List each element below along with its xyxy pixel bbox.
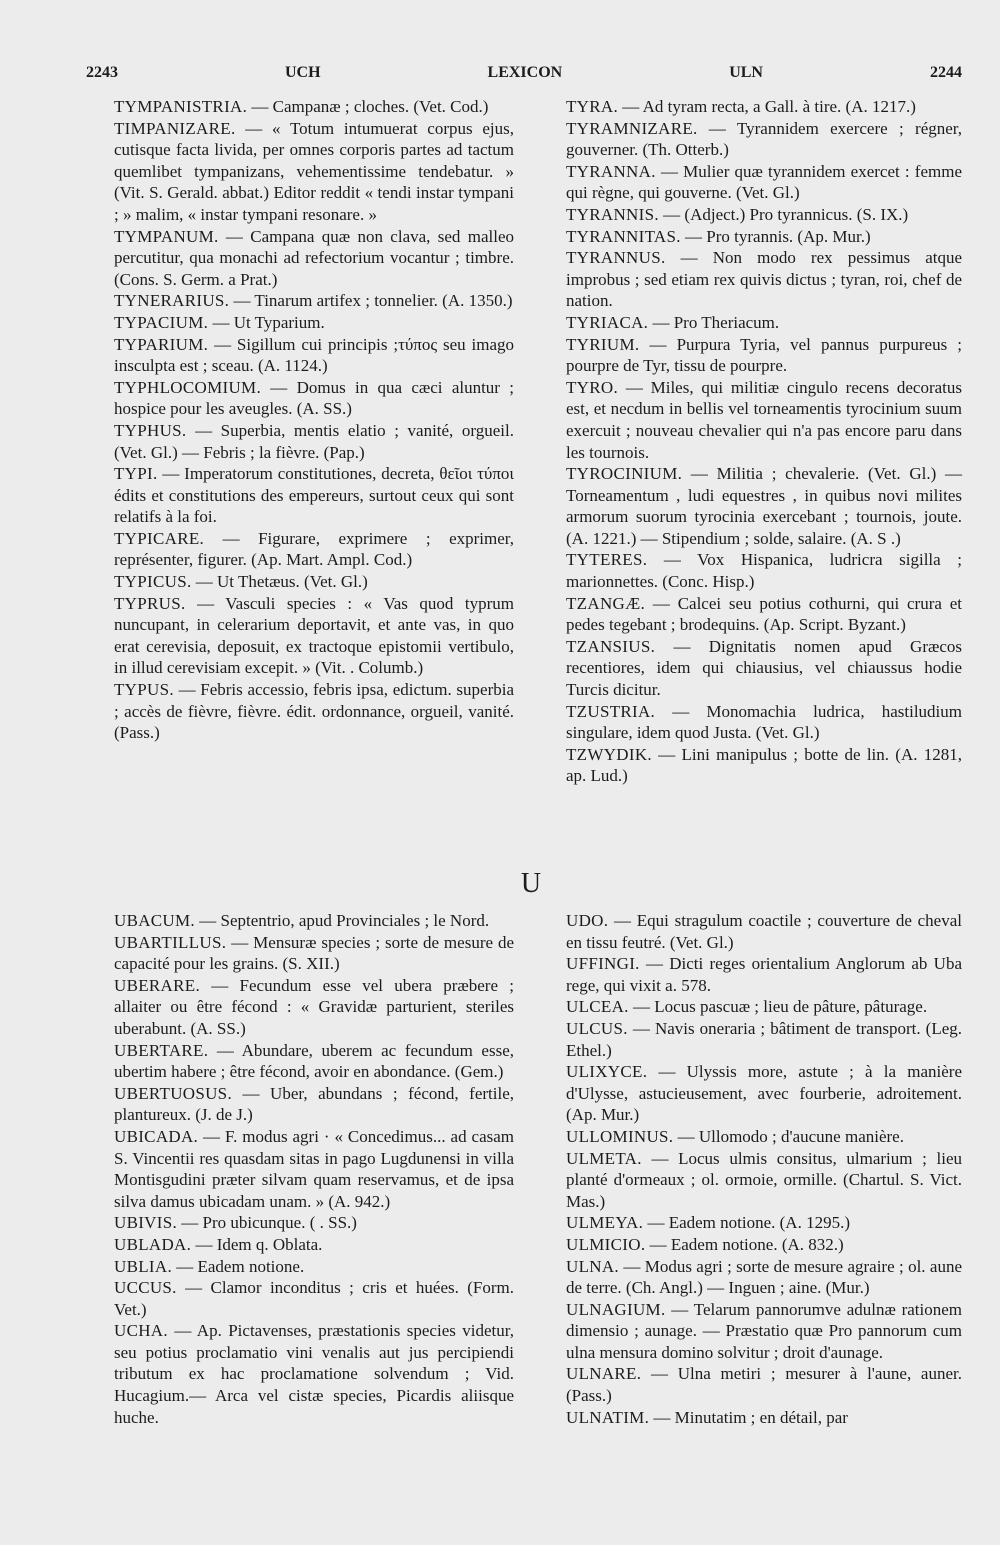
entry-headword: TYRAMNIZARE.	[566, 118, 698, 138]
entry-headword: TYRIACA.	[566, 312, 649, 332]
dictionary-entry	[540, 910, 962, 953]
entry-headword: UBIVIS.	[114, 1213, 178, 1233]
entry-definition: — (Adject.) Pro tyrannicus. (S. IX.)	[663, 204, 909, 224]
entry-headword: ULMEYA.	[566, 1213, 644, 1233]
dictionary-entry	[88, 226, 514, 291]
entry-headword: TYPHLOCOMIUM.	[114, 377, 261, 397]
entry-definition: — Mulier quæ tyrannidem exercet : femme qui règne, qui gouverne. (Vet. Gl.)	[566, 161, 962, 203]
entry-definition: — Telarum pannorumve adulnæ rationem dimensio ; aunage. — Præstatio quæ Pro pannorum cum ulna mensura domino solvitur ; droit d'aunage.	[566, 1299, 962, 1362]
dictionary-entry	[88, 463, 514, 528]
entry-headword: ULNATIM.	[566, 1407, 650, 1427]
dictionary-entry	[540, 1256, 962, 1299]
dictionary-entry	[540, 161, 962, 204]
entry-definition: — Eadem notione. (A. 1295.)	[647, 1213, 850, 1233]
entry-definition: — Minutatim ; en détail, par	[653, 1407, 848, 1427]
dictionary-entry	[88, 118, 514, 226]
dictionary-entry	[540, 463, 962, 549]
dictionary-entry	[540, 312, 962, 334]
entry-definition: — Superbia, mentis elatio ; vanité, orgueil. (Vet. Gl.) — Febris ; la fièvre. (Pap.)	[114, 420, 514, 462]
entry-headword: UBLADA.	[114, 1234, 192, 1254]
entry-headword: TYPICUS.	[114, 572, 192, 592]
entry-definition: — Tyrannidem exercere ; régner, gouverner. (Th. Otterb.)	[566, 118, 963, 160]
dictionary-entry	[88, 528, 514, 571]
entry-headword: TYRANNA.	[566, 161, 656, 181]
entry-headword: ULCEA.	[566, 997, 629, 1017]
dictionary-entry	[88, 593, 514, 679]
entry-headword: TZANGÆ.	[566, 593, 646, 613]
dictionary-entry	[88, 312, 514, 334]
dictionary-entry	[88, 1083, 514, 1126]
entry-headword: TYRANNITAS.	[566, 226, 681, 246]
entry-definition: — Ut Thetæus. (Vet. Gl.)	[195, 572, 368, 592]
entry-definition: — Sigillum cui principis ;τύπος seu imago insculpta est ; sceau. (A. 1124.)	[114, 334, 515, 376]
entry-headword: TYPARIUM.	[114, 334, 209, 354]
entry-headword: TYPACIUM.	[114, 312, 209, 332]
entry-definition: — Non modo rex pessimus atque improbus ; sed etiam rex quivis dictus ; tyran, roi, chef de nation.	[566, 248, 963, 311]
entry-definition: — Ut Typarium.	[212, 312, 325, 332]
column-top-left	[88, 96, 514, 744]
entry-definition: — Uber, abundans ; fécond, fertile, plantureux. (J. de J.)	[114, 1083, 514, 1125]
entry-definition: — Lini manipulus ; botte de lin. (A. 1281, ap. Lud.)	[566, 744, 963, 786]
dictionary-entry	[88, 571, 514, 593]
dictionary-entry	[540, 377, 962, 463]
entry-headword: ULLOMINUS.	[566, 1126, 674, 1146]
entry-definition: — Equi stragulum coactile ; couverture de cheval en tissu feutré. (Vet. Gl.)	[566, 911, 962, 952]
entry-definition: — Purpura Tyria, vel pannus purpureus ; pourpre de Tyr, tissu de pourpre.	[566, 334, 963, 376]
entry-definition: — Vox Hispanica, ludricra sigilla ; marionnettes. (Conc. Hisp.)	[566, 550, 963, 592]
entry-definition: — Campanæ ; cloches. (Vet. Cod.)	[251, 97, 489, 116]
dictionary-entry	[540, 1212, 962, 1234]
entry-headword: UBARTILLUS.	[114, 932, 227, 952]
entry-definition: — Dignitatis nomen apud Græcos recentiores, idem qui chiausius, vel chiaussus hodie Turcis dicitur.	[566, 636, 962, 700]
entry-headword: ULMICIO.	[566, 1234, 646, 1254]
entry-definition: — Abundare, uberem ac fecundum esse, ubertim habere ; être fécond, avoir en abondance. (Gem.)	[114, 1040, 514, 1082]
entry-definition: — Imperatorum constitutiones, decreta, θεῖοι τύποι édits et constitutions des empereurs, surtout ceux qui sont relatifs à la foi.	[114, 464, 514, 527]
entry-definition: — Ad tyram recta, a Gall. à tire. (A. 1217.)	[622, 97, 916, 116]
page-number-right: 2244	[929, 64, 962, 81]
header-title: LEXICON	[487, 64, 563, 81]
entry-definition: — Ulyssis more, astute ; à la manière d'Ulysse, astucieusement, avec fourberie, adroitement. (Ap. Mur.)	[566, 1062, 963, 1125]
entry-headword: TYNERARIUS.	[114, 291, 230, 311]
entry-definition: — Navis oneraria ; bâtiment de transport. (Leg. Ethel.)	[566, 1018, 962, 1060]
entry-headword: UCCUS.	[114, 1278, 177, 1298]
entry-definition: — Domus in qua cæci aluntur ; hospice pour les aveugles. (A. SS.)	[114, 377, 514, 419]
dictionary-entry	[88, 1277, 514, 1320]
entry-headword: TYRANNUS.	[566, 248, 666, 268]
column-bottom-left	[88, 910, 514, 1428]
entry-definition: — Locus pascuæ ; lieu de pâture, pâturage.	[632, 997, 928, 1017]
entry-definition: — Dicti reges orientalium Anglorum ab Uba rege, qui vixit a. 578.	[566, 954, 962, 995]
dictionary-entry	[88, 1040, 514, 1083]
entry-definition: — Eadem notione. (A. 832.)	[649, 1234, 844, 1254]
entry-definition: — Pro ubicunque. ( . SS.)	[181, 1213, 357, 1233]
entry-headword: TYPRUS.	[114, 593, 186, 613]
entry-headword: TYPHUS.	[114, 420, 187, 440]
dictionary-entry	[540, 118, 962, 161]
entry-definition: — Miles, qui militiæ cingulo recens decoratus est, et necdum in bellis vel torneamentis tyrocinium suum exercuit ; nouveau chevalier qui n'a pas encore paru dans les tournois.	[566, 377, 962, 462]
dictionary-entry	[88, 290, 514, 312]
dictionary-entry	[540, 1234, 962, 1256]
entry-definition: — Tinarum artifex ; tonnelier. (A. 1350.)	[233, 291, 513, 311]
entry-headword: TYTERES.	[566, 550, 648, 570]
entry-headword: TIMPANIZARE.	[114, 118, 236, 138]
dictionary-entry	[540, 1126, 962, 1148]
entry-headword: UBLIA.	[114, 1256, 172, 1276]
entry-definition: — Febris accessio, febris ipsa, edictum. superbia ; accès de fièvre, fièvre. édit. ordonnance, orgueil, vanité. (Pass.)	[114, 680, 515, 743]
entry-headword: UBICADA.	[114, 1126, 199, 1146]
dictionary-entry	[88, 932, 514, 975]
entry-headword: UBERTARE.	[114, 1040, 209, 1060]
entry-headword: TYPI.	[114, 464, 158, 484]
entry-definition: — Pro Theriacum.	[652, 312, 780, 332]
dictionary-entry	[540, 1299, 962, 1364]
dictionary-entry	[88, 1212, 514, 1234]
dictionary-entry	[540, 593, 962, 636]
dictionary-entry	[88, 1256, 514, 1278]
column-bottom-right	[540, 910, 962, 1428]
entry-headword: TZWYDIK.	[566, 744, 652, 764]
entry-definition: — Calcei seu potius cothurni, qui crura et pedes tegebant ; brodequins. (Ap. Script. Byzant.)	[566, 593, 963, 635]
entry-headword: TYRA.	[566, 97, 619, 116]
entry-headword: TYMPANISTRIA.	[114, 97, 248, 116]
dictionary-entry	[88, 1320, 514, 1428]
entry-headword: UCHA.	[114, 1321, 168, 1341]
entry-definition: — Pro tyrannis. (Ap. Mur.)	[685, 226, 871, 246]
entry-headword: ULCUS.	[566, 1018, 628, 1038]
dictionary-entry	[88, 420, 514, 463]
entry-headword: TYRIUM.	[566, 334, 640, 354]
entry-definition: — Figurare, exprimere ; exprimer, représenter, figurer. (Ap. Mart. Ampl. Cod.)	[114, 528, 515, 570]
entry-headword: TYRO.	[566, 377, 619, 397]
dictionary-entry	[540, 1061, 962, 1126]
entry-definition: — « Totum intumuerat corpus ejus, cutisque facta livida, per omnes corporis partes ad tactum quemlibet tympanizans, vehementissime tendebatur. » (Vit. S. Gerald. abbat.) Editor reddit « tendi instar tympani ; » malim, « instar tympani resonare. »	[114, 118, 515, 224]
dictionary-entry	[540, 247, 962, 312]
dictionary-entry	[540, 96, 962, 118]
page-number-left: 2243	[86, 64, 118, 81]
header-guide-word-left: UCH	[284, 64, 321, 81]
entry-headword: TYPUS.	[114, 680, 174, 700]
dictionary-entry	[540, 334, 962, 377]
entry-definition: — Locus ulmis consitus, ulmarium ; lieu planté d'ormeaux ; ol. ormoie, ormille. (Chartul. S. Vict. Mas.)	[566, 1148, 962, 1211]
entry-definition: — Monomachia ludrica, hastiludium singulare, idem quod Justa. (Vet. Gl.)	[566, 701, 962, 743]
section-letter: U	[520, 868, 542, 899]
entry-definition: — Clamor inconditus ; cris et huées. (Form. Vet.)	[114, 1278, 514, 1319]
entry-headword: ULNA.	[566, 1256, 619, 1276]
dictionary-entry	[540, 1148, 962, 1213]
column-top-right	[540, 96, 962, 787]
entry-headword: TZANSIUS.	[566, 636, 656, 656]
dictionary-entry	[540, 1407, 962, 1429]
dictionary-entry	[540, 701, 962, 744]
dictionary-entry	[540, 204, 962, 226]
entry-headword: UBACUM.	[114, 911, 195, 930]
entry-definition: — Mensuræ species ; sorte de mesure de capacité pour les grains. (S. XII.)	[114, 932, 514, 974]
dictionary-entry	[88, 377, 514, 420]
dictionary-entry	[88, 910, 514, 932]
entry-headword: UDO.	[566, 911, 609, 930]
dictionary-entry	[540, 226, 962, 248]
entry-definition: — Fecundum esse vel ubera præbere ; allaiter ou être fécond : « Gravidæ parturient, steriles uberabunt. (A. SS.)	[114, 975, 515, 1038]
entry-definition: — Idem q. Oblata.	[195, 1234, 323, 1254]
dictionary-entry	[540, 1363, 962, 1406]
entry-headword: ULNARE.	[566, 1364, 642, 1384]
dictionary-entry	[88, 1234, 514, 1256]
dictionary-entry	[540, 636, 962, 701]
dictionary-entry	[540, 1018, 962, 1061]
entry-headword: TYPICARE.	[114, 528, 205, 548]
dictionary-entry	[540, 549, 962, 592]
entry-definition: — Ulna metiri ; mesurer à l'aune, auner. (Pass.)	[566, 1364, 963, 1406]
entry-headword: UBERARE.	[114, 975, 200, 995]
header-guide-word-right: ULN	[729, 64, 763, 81]
entry-definition: — Ap. Pictavenses, præstationis species videtur, seu potius proclamatio vini venalis aut jus percipiendi tributum ex hac proclamatione solvendum ; Vid. Hucagium.— Arca vel cistæ species, Picardis aliisque huche.	[114, 1321, 514, 1427]
dictionary-entry	[540, 744, 962, 787]
entry-headword: TYRANNIS.	[566, 204, 659, 224]
entry-headword: TYMPANUM.	[114, 226, 219, 246]
entry-headword: UBERTUOSUS.	[114, 1083, 232, 1103]
dictionary-entry	[88, 96, 514, 118]
entry-headword: TZUSTRIA.	[566, 701, 656, 721]
dictionary-entry	[540, 996, 962, 1018]
running-header	[86, 64, 962, 82]
entry-headword: ULNAGIUM.	[566, 1299, 666, 1319]
entry-headword: ULIXYCE.	[566, 1062, 648, 1082]
dictionary-entry	[88, 1126, 514, 1212]
entry-headword: TYROCINIUM.	[566, 464, 683, 484]
entry-definition: — Eadem notione.	[176, 1256, 305, 1276]
dictionary-entry	[88, 679, 514, 744]
dictionary-entry	[88, 334, 514, 377]
entry-headword: UFFINGI.	[566, 954, 640, 974]
entry-definition: — Modus agri ; sorte de mesure agraire ; ol. aune de terre. (Ch. Angl.) — Inguen ; aine. (Mur.)	[566, 1256, 963, 1298]
entry-definition: — Campana quæ non clava, sed malleo percutitur, qua monachi ad refectorium vocantur ; timbre. (Cons. S. Germ. a Prat.)	[114, 226, 514, 289]
entry-definition: — Vasculi species : « Vas quod typrum nuncupant, in celerarium deportavit, et ante vas, in quo erat cerevisia, deposuit, ex tractoque epistomii vertibulo, in illud cerevisiam excepit. » (Vit. . Columb.)	[114, 593, 515, 678]
entry-definition: — Septentrio, apud Provinciales ; le Nord.	[199, 911, 490, 930]
dictionary-entry	[88, 975, 514, 1040]
entry-definition: — Militia ; chevalerie. (Vet. Gl.) — Torneamentum , ludi equestres , in quibus novi milites armorum suorum tyrocinia exercebant ; tournois, joute. (A. 1221.) — Stipendium ; solde, salaire. (A. S .)	[566, 464, 962, 548]
dictionary-entry	[540, 953, 962, 996]
entry-definition: — Ullomodo ; d'aucune manière.	[677, 1126, 904, 1146]
entry-headword: ULMETA.	[566, 1148, 642, 1168]
entry-definition: — F. modus agri · « Concedimus... ad casam S. Vincentii res quasdam sitas in pago Lugdunensi in villa Montisgudini præter silvam quam reservamus, et de ipsa silva damus ubicadam unam. » (A. 942.)	[114, 1126, 514, 1211]
